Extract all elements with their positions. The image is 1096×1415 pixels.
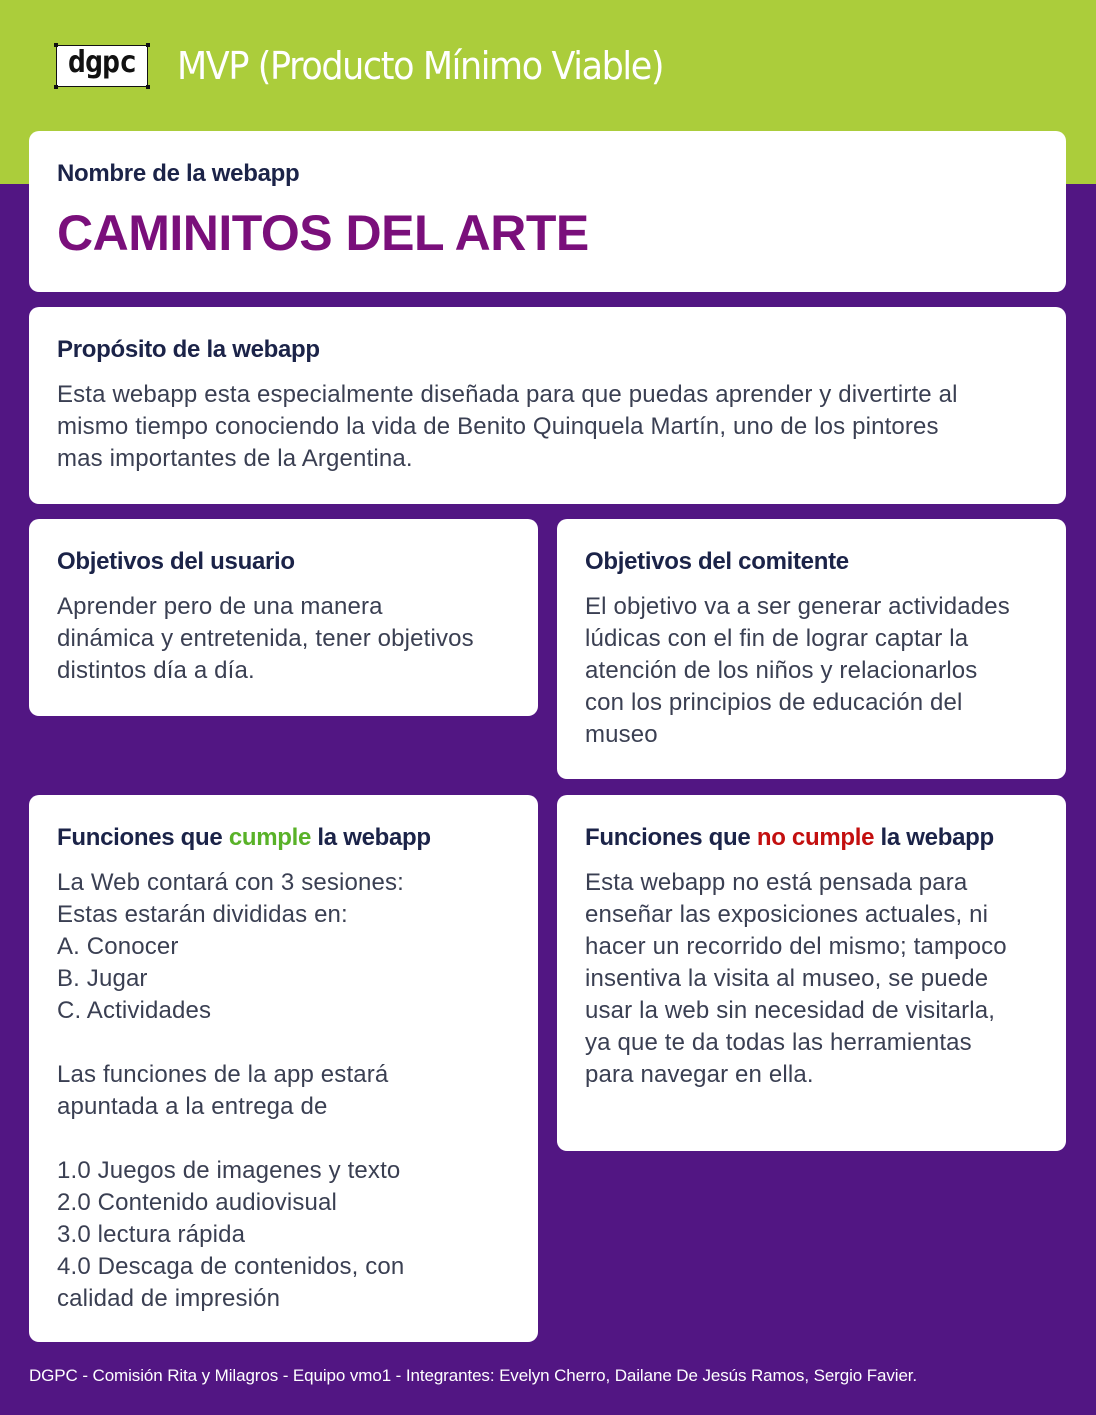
functions-yes-heading <box>57 823 510 853</box>
text-line: insentiva la visita al museo, se puede <box>585 965 989 992</box>
purpose-heading: Propósito de la webapp <box>57 336 320 363</box>
text-line: enseñar las exposiciones actuales, ni <box>585 901 989 928</box>
text-line: para navegar en ella. <box>585 1061 814 1088</box>
client-goals-text <box>585 591 1038 751</box>
list-item: 3.0 lectura rápida <box>57 1221 246 1248</box>
heading-part: Funciones que <box>585 824 757 851</box>
functions-yes-card <box>29 795 538 1342</box>
text-line: mismo tiempo conociendo la vida de Benito Quinquela Martín, uno de los pintores <box>57 413 939 440</box>
text-line: Aprender pero de una manera <box>57 593 383 620</box>
list-item: A. Conocer <box>57 933 179 960</box>
text-line: hacer un recorrido del mismo; tampoco <box>585 933 1007 960</box>
text-line: Esta webapp esta especialmente diseñada para que puedas aprender y divertirte al <box>57 381 958 408</box>
text-line: con los principios de educación del <box>585 689 963 716</box>
text-line: dinámica y entretenida, tener objetivos <box>57 625 474 652</box>
text-line: distintos día a día. <box>57 657 255 684</box>
client-goals-card <box>557 519 1066 779</box>
dgpc-logo <box>56 45 148 87</box>
text-line: Estas estarán divididas en: <box>57 901 348 928</box>
footer-credits: DGPC - Comisión Rita y Milagros - Equipo vmo1 - Integrantes: Evelyn Cherro, Dailane De Jesús Ramos, Sergio Favier. <box>29 1366 918 1385</box>
app-name-heading: Nombre de la webapp <box>57 160 300 187</box>
list-item: C. Actividades <box>57 997 212 1024</box>
text-line: mas importantes de la Argentina. <box>57 445 413 472</box>
spacer <box>57 1123 510 1155</box>
functions-no-card <box>557 795 1066 1151</box>
text-line: La Web contará con 3 sesiones: <box>57 869 404 896</box>
purpose-text <box>57 379 1038 475</box>
spacer <box>57 1027 510 1059</box>
text-line: Esta webapp no está pensada para <box>585 869 968 896</box>
user-goals-card <box>29 519 538 716</box>
highlight-no-cumple: no cumple <box>756 824 875 851</box>
app-name-card <box>29 131 1066 292</box>
functions-no-text <box>585 867 1038 1091</box>
list-item: 2.0 Contenido audiovisual <box>57 1189 337 1216</box>
heading-part: la webapp <box>874 824 994 851</box>
text-line: Las funciones de la app estará <box>57 1061 389 1088</box>
list-item: B. Jugar <box>57 965 148 992</box>
app-name: CAMINITOS DEL ARTE <box>57 205 589 261</box>
client-goals-heading: Objetivos del comitente <box>585 548 849 575</box>
text-line: apuntada a la entrega de <box>57 1093 328 1120</box>
text-line: museo <box>585 721 658 748</box>
user-goals-text <box>57 591 510 687</box>
text-line: usar la web sin necesidad de visitarla, <box>585 997 996 1024</box>
heading-part: Funciones que <box>57 824 229 851</box>
page-title: MVP (Producto Mínimo Viable) <box>177 44 664 88</box>
text-line: ya que te da todas las herramientas <box>585 1029 972 1056</box>
purpose-card <box>29 307 1066 504</box>
list-item: 4.0 Descaga de contenidos, con <box>57 1253 405 1280</box>
text-line: El objetivo va a ser generar actividades <box>585 593 1010 620</box>
list-item: 1.0 Juegos de imagenes y texto <box>57 1157 401 1184</box>
list-item: calidad de impresión <box>57 1285 281 1312</box>
heading-part: la webapp <box>311 824 431 851</box>
text-line: atención de los niños y relacionarlos <box>585 657 978 684</box>
logo-text: dgpc <box>67 45 137 80</box>
functions-yes-text <box>57 867 510 1315</box>
user-goals-heading: Objetivos del usuario <box>57 548 295 575</box>
highlight-cumple: cumple <box>228 824 312 851</box>
text-line: lúdicas con el fin de lograr captar la <box>585 625 969 652</box>
functions-no-heading <box>585 823 1038 853</box>
